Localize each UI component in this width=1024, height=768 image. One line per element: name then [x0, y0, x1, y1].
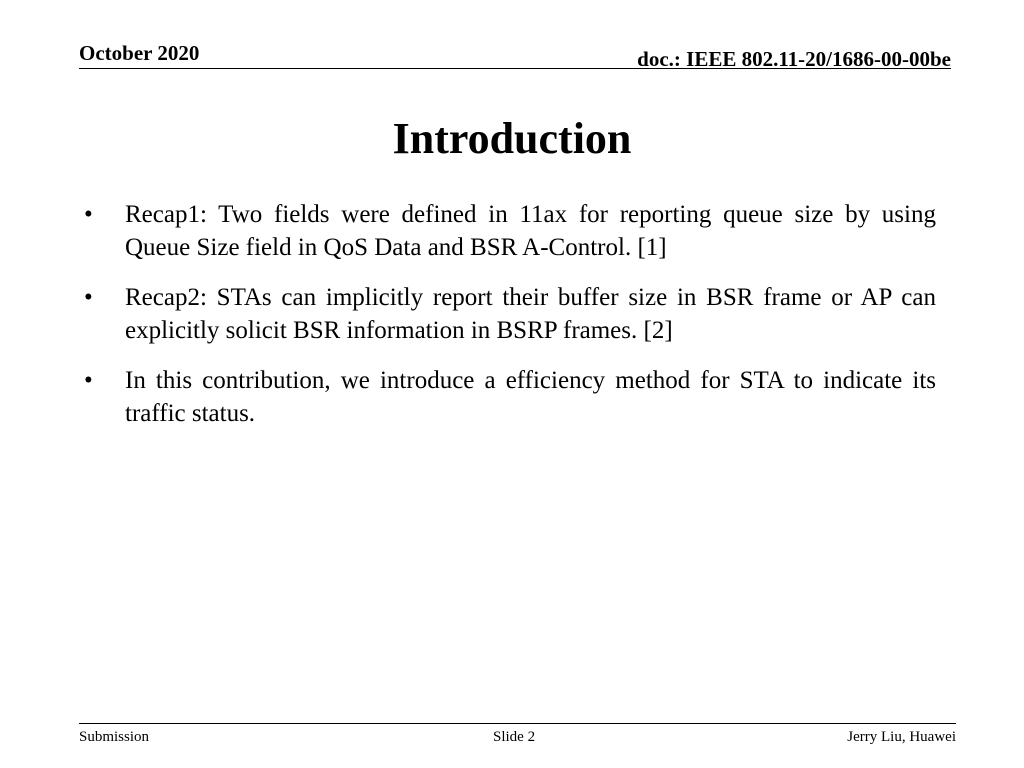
- footer-submission: Submission: [79, 729, 150, 745]
- header-divider: [79, 68, 951, 69]
- header-doc-id: doc.: IEEE 802.11-20/1686-00-00be: [637, 47, 951, 71]
- bullet-item: [84, 198, 936, 264]
- bullet-marker: •: [84, 284, 93, 311]
- bullet-marker: •: [84, 367, 93, 394]
- bullet-text: In this contribution, we introduce a efficiency method for STA to indicate its traffic status.: [125, 367, 936, 427]
- bullet-text: Recap2: STAs can implicitly report their buffer size in BSR frame or AP can explicitly solicit BSR information in BSRP frames. [2]: [125, 284, 936, 344]
- slide-title: Introduction: [392, 114, 632, 163]
- footer-divider: [79, 723, 956, 724]
- header-date: October 2020: [79, 41, 200, 65]
- bullet-item: [84, 281, 936, 347]
- bullet-list: [84, 198, 936, 447]
- bullet-text: Recap1: Two fields were defined in 11ax for reporting queue size by using Queue Size field in QoS Data and BSR A-Control. [1]: [125, 201, 936, 261]
- bullet-item: [84, 364, 936, 430]
- footer-author: Jerry Liu, Huawei: [847, 729, 956, 745]
- bullet-marker: •: [84, 201, 93, 228]
- footer-slide-number: Slide 2: [493, 729, 536, 745]
